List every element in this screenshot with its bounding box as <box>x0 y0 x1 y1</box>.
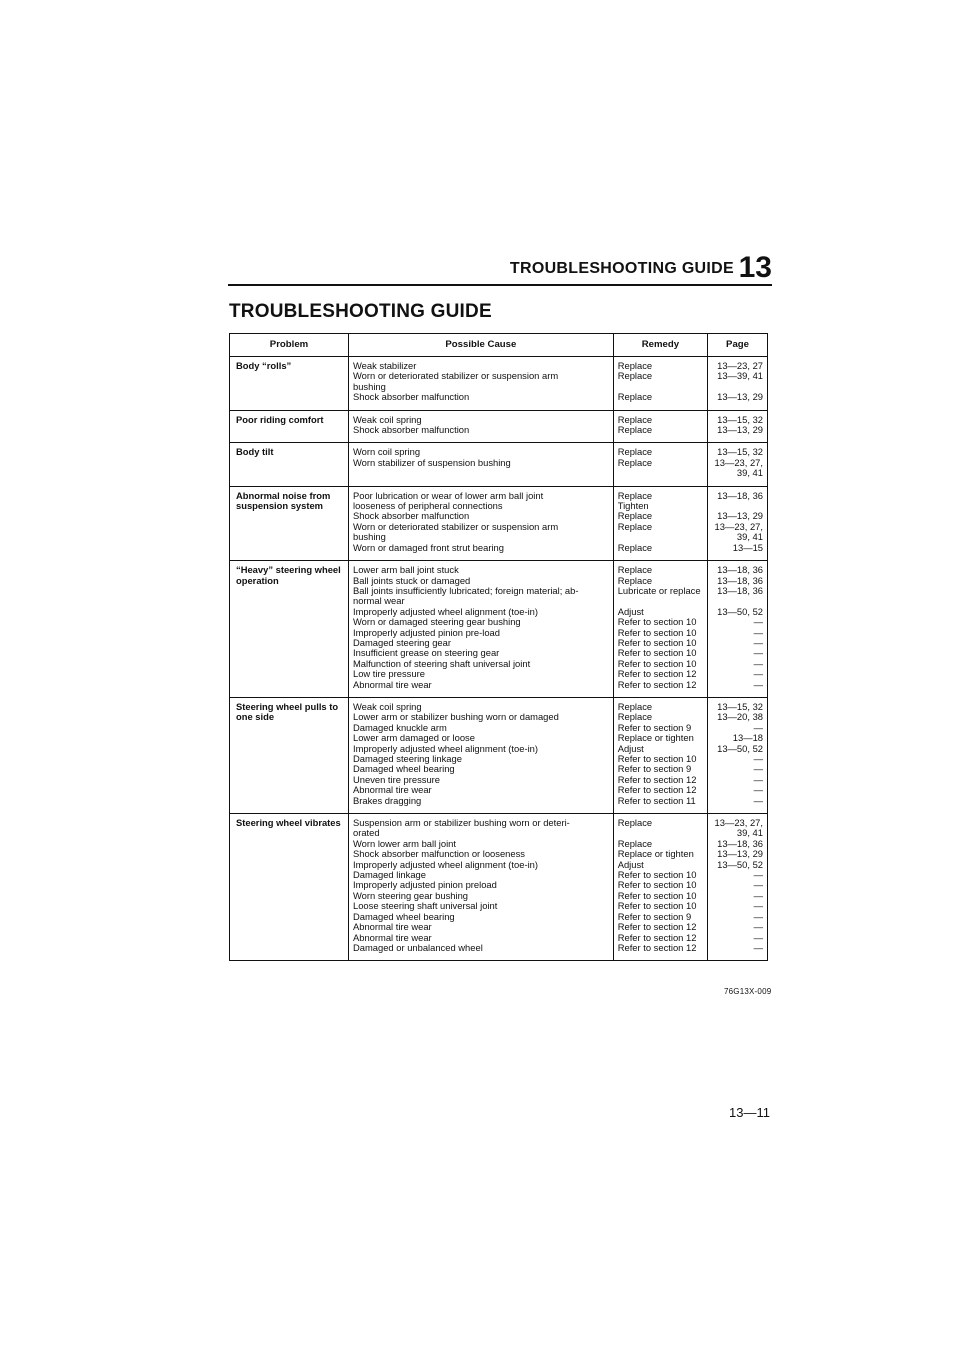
remedy-line: Refer to section 10 <box>617 657 697 669</box>
remedy-line: Replace <box>617 520 653 532</box>
remedy-line: Replace <box>617 574 653 586</box>
remedy-cell <box>613 357 707 411</box>
remedy-line: Replace or tighten <box>617 848 694 860</box>
page-line: 13—50, 52 <box>717 742 763 754</box>
page-line: — <box>753 900 763 912</box>
cause-line: bushing <box>353 380 386 392</box>
page-line: 13—23, 27, <box>714 817 763 829</box>
page-line: — <box>753 668 763 680</box>
cause-line: Worn or damaged front strut bearing <box>353 541 504 553</box>
remedy-cell <box>613 410 707 443</box>
cause-line: Abnormal tire wear <box>353 784 432 796</box>
remedy-line: Replace <box>617 817 653 829</box>
remedy-line: Refer to section 10 <box>617 879 697 891</box>
column-header-page: Page <box>708 334 768 357</box>
remedy-line: Replace <box>617 413 653 425</box>
column-header-remedy: Remedy <box>613 334 707 357</box>
remedy-line: Replace or tighten <box>617 732 694 744</box>
cause-line: Damaged steering gear <box>353 636 451 648</box>
remedy-line: Replace <box>617 711 653 723</box>
page-cell <box>708 814 768 961</box>
remedy-line: Replace <box>617 391 653 403</box>
cause-cell <box>349 443 614 486</box>
table-row <box>230 697 768 813</box>
remedy-line: Refer to section 10 <box>617 900 697 912</box>
table-row <box>230 814 768 961</box>
page-line: 13—39, 41 <box>717 370 763 382</box>
problem-cell: “Heavy” steering wheel operation <box>230 561 349 698</box>
cause-line: Improperly adjusted wheel alignment (toe-in) <box>353 858 538 870</box>
cause-line: Ball joints insufficiently lubricated; foreign material; ab- <box>353 584 579 596</box>
cause-line: Loose steering shaft universal joint <box>353 900 498 912</box>
page-header <box>228 250 772 286</box>
page-line: — <box>753 889 763 901</box>
cause-line <box>353 468 609 478</box>
remedy-line: Refer to section 9 <box>617 763 692 775</box>
page-line: 13—23, 27, <box>714 520 763 532</box>
cause-line: Abnormal tire wear <box>353 931 432 943</box>
page-cell <box>708 357 768 411</box>
problem-cell: Abnormal noise from suspension system <box>230 486 349 560</box>
cause-line: Insufficient grease on steering gear <box>353 647 500 659</box>
cause-cell <box>349 410 614 443</box>
cause-line: Poor lubrication or wear of lower arm ball joint <box>353 489 544 501</box>
page-line: — <box>753 784 763 796</box>
page-line: 13—13, 29 <box>717 424 763 436</box>
remedy-line: Refer to section 10 <box>617 616 697 628</box>
cause-line: Improperly adjusted pinion pre-load <box>353 626 500 638</box>
remedy-line: Adjust <box>617 605 644 617</box>
cause-line: Weak coil spring <box>353 700 422 712</box>
page-line: 13—23, 27, <box>714 456 763 468</box>
remedy-cell <box>613 561 707 698</box>
remedy-cell <box>613 486 707 560</box>
page-line: 13—18, 36 <box>717 489 763 501</box>
troubleshooting-table <box>229 333 768 961</box>
page-line: — <box>753 869 763 881</box>
remedy-line: Tighten <box>617 500 649 512</box>
page-line: — <box>753 636 763 648</box>
page-cell <box>708 443 768 486</box>
page-number: 13—11 <box>729 1105 770 1120</box>
cause-line: Weak stabilizer <box>353 360 417 371</box>
table-row <box>230 561 768 698</box>
remedy-line: Replace <box>617 564 653 576</box>
remedy-line: Adjust <box>617 858 644 870</box>
page-line: — <box>753 721 763 733</box>
cause-line: Improperly adjusted pinion preload <box>353 879 497 891</box>
column-header-cause: Possible Cause <box>349 334 614 357</box>
page-title: TROUBLESHOOTING GUIDE <box>229 301 492 322</box>
page-line: 13—18, 36 <box>717 837 763 849</box>
cause-line: Malfunction of steering shaft universal joint <box>353 657 531 669</box>
section-number: 13 <box>738 251 772 284</box>
cause-line: Damaged knuckle arm <box>353 721 447 733</box>
page-line: — <box>753 647 763 659</box>
cause-line: Worn steering gear bushing <box>353 889 468 901</box>
cause-line: Low tire pressure <box>353 668 425 680</box>
page-line: 13—23, 27 <box>717 360 763 371</box>
page-line: — <box>753 626 763 638</box>
page-line: 13—20, 38 <box>717 711 763 723</box>
cause-line: looseness of peripheral connections <box>353 500 503 512</box>
page-line: — <box>753 678 763 690</box>
remedy-cell <box>613 814 707 961</box>
remedy-line: Replace <box>617 370 653 382</box>
cause-line: Abnormal tire wear <box>353 921 432 933</box>
remedy-line: Refer to section 12 <box>617 773 697 785</box>
problem-cell: Poor riding comfort <box>230 410 349 443</box>
cause-line: Weak coil spring <box>353 413 422 425</box>
cause-line: Lower arm ball joint stuck <box>353 564 459 576</box>
problem-cell: Body “rolls” <box>230 357 349 411</box>
figure-code: 76G13X-009 <box>724 987 772 996</box>
cause-line: Shock absorber malfunction <box>353 510 470 522</box>
cause-line: Worn lower arm ball joint <box>353 837 456 849</box>
page-line: 13—13, 29 <box>717 848 763 860</box>
remedy-line: Refer to section 10 <box>617 889 697 901</box>
page-line: 39, 41 <box>736 531 763 543</box>
remedy-line: Replace <box>617 446 653 458</box>
page-line: 13—13, 29 <box>717 510 763 522</box>
page-cell <box>708 410 768 443</box>
cause-line: Worn stabilizer of suspension bushing <box>353 456 511 468</box>
cause-line: Damaged linkage <box>353 869 426 881</box>
remedy-line: Refer to section 12 <box>617 678 697 690</box>
cause-cell <box>349 697 614 813</box>
table-row <box>230 357 768 411</box>
remedy-line: Refer to section 10 <box>617 626 697 638</box>
page-line: — <box>753 794 763 806</box>
cause-cell <box>349 814 614 961</box>
remedy-line <box>618 468 703 478</box>
page-line: — <box>753 753 763 764</box>
header-title: TROUBLESHOOTING GUIDE <box>509 260 734 277</box>
problem-cell: Steering wheel vibrates <box>230 814 349 961</box>
remedy-line: Replace <box>617 510 653 522</box>
remedy-line: Refer to section 9 <box>617 721 692 733</box>
cause-cell <box>349 561 614 698</box>
remedy-line: Refer to section 10 <box>617 753 697 764</box>
remedy-cell <box>613 697 707 813</box>
page-line: 39, 41 <box>736 467 763 479</box>
page-line: 13—18, 36 <box>717 584 763 596</box>
page-line: — <box>753 931 763 943</box>
remedy-line: Refer to section 12 <box>617 784 697 796</box>
page-line: — <box>753 616 763 628</box>
cause-line: Damaged steering linkage <box>353 753 462 764</box>
page-line: 13—15, 32 <box>717 446 763 458</box>
page-line: — <box>753 921 763 933</box>
page-line: — <box>753 910 763 922</box>
page-line: — <box>753 941 763 953</box>
remedy-line: Refer to section 11 <box>617 794 696 806</box>
remedy-line: Replace <box>617 700 653 712</box>
cause-line: Worn coil spring <box>353 446 421 458</box>
page-line: 13—50, 52 <box>717 605 763 617</box>
remedy-line: Replace <box>617 456 653 468</box>
page-line: 13—50, 52 <box>717 858 763 870</box>
table-body <box>230 357 768 961</box>
page-line: 13—15, 32 <box>717 700 763 712</box>
remedy-line: Refer to section 12 <box>617 668 697 680</box>
cause-line: Ball joints stuck or damaged <box>353 574 471 586</box>
cause-line: Damaged wheel bearing <box>353 763 455 775</box>
page-line: — <box>753 657 763 669</box>
page-cell <box>708 561 768 698</box>
table-row <box>230 410 768 443</box>
table-row <box>230 486 768 560</box>
cause-line: Improperly adjusted wheel alignment (toe-in) <box>353 605 538 617</box>
cause-cell <box>349 486 614 560</box>
cause-line: orated <box>353 827 380 839</box>
remedy-line: Replace <box>617 424 653 436</box>
table-header-row <box>230 334 768 357</box>
remedy-line: Refer to section 10 <box>617 869 697 881</box>
cause-cell <box>349 357 614 411</box>
cause-line: Lower arm or stabilizer bushing worn or damaged <box>353 711 559 723</box>
cause-line: Damaged wheel bearing <box>353 910 455 922</box>
cause-line: Shock absorber malfunction <box>353 424 470 436</box>
page-line: 13—15, 32 <box>717 413 763 425</box>
remedy-line: Refer to section 10 <box>617 636 697 648</box>
cause-line: normal wear <box>353 595 405 607</box>
page-line: — <box>753 763 763 775</box>
cause-line: Shock absorber malfunction <box>353 391 470 403</box>
column-header-problem: Problem <box>230 334 349 357</box>
remedy-line: Replace <box>617 541 653 553</box>
cause-line: Shock absorber malfunction or looseness <box>353 848 525 860</box>
cause-line: Damaged or unbalanced wheel <box>353 941 483 953</box>
page-line: 13—15 <box>732 541 763 553</box>
cause-line: Worn or damaged steering gear bushing <box>353 616 521 628</box>
page-line: 13—13, 29 <box>717 391 763 403</box>
problem-cell: Body tilt <box>230 443 349 486</box>
remedy-line: Refer to section 12 <box>617 941 697 953</box>
page-line: — <box>753 773 763 785</box>
page-line: — <box>753 879 763 891</box>
remedy-line: Replace <box>617 489 653 501</box>
problem-cell: Steering wheel pulls to one side <box>230 697 349 813</box>
remedy-line: Refer to section 12 <box>617 921 697 933</box>
cause-line: Worn or deteriorated stabilizer or suspension arm <box>353 370 559 382</box>
page-cell <box>708 486 768 560</box>
cause-line: Uneven tire pressure <box>353 773 441 785</box>
remedy-line: Refer to section 9 <box>617 910 692 922</box>
remedy-cell <box>613 443 707 486</box>
cause-line: Lower arm damaged or loose <box>353 732 475 744</box>
cause-line: Abnormal tire wear <box>353 678 432 690</box>
cause-line: Improperly adjusted wheel alignment (toe-in) <box>353 742 538 754</box>
cause-line: bushing <box>353 531 386 543</box>
remedy-line: Adjust <box>617 742 644 754</box>
remedy-line: Replace <box>617 360 653 371</box>
page-line: 13—18 <box>732 732 763 744</box>
cause-line: Suspension arm or stabilizer bushing worn or deteri- <box>353 817 570 829</box>
page-line: 39, 41 <box>736 827 763 839</box>
cause-line: Worn or deteriorated stabilizer or suspension arm <box>353 520 559 532</box>
page-cell <box>708 697 768 813</box>
remedy-line: Refer to section 10 <box>617 647 697 659</box>
page-line: 13—18, 36 <box>717 574 763 586</box>
cause-line: Brakes dragging <box>353 794 422 806</box>
remedy-line: Refer to section 12 <box>617 931 697 943</box>
table-row <box>230 443 768 486</box>
page-line: 13—18, 36 <box>717 564 763 576</box>
remedy-line: Lubricate or replace <box>617 584 701 596</box>
remedy-line: Replace <box>617 837 653 849</box>
